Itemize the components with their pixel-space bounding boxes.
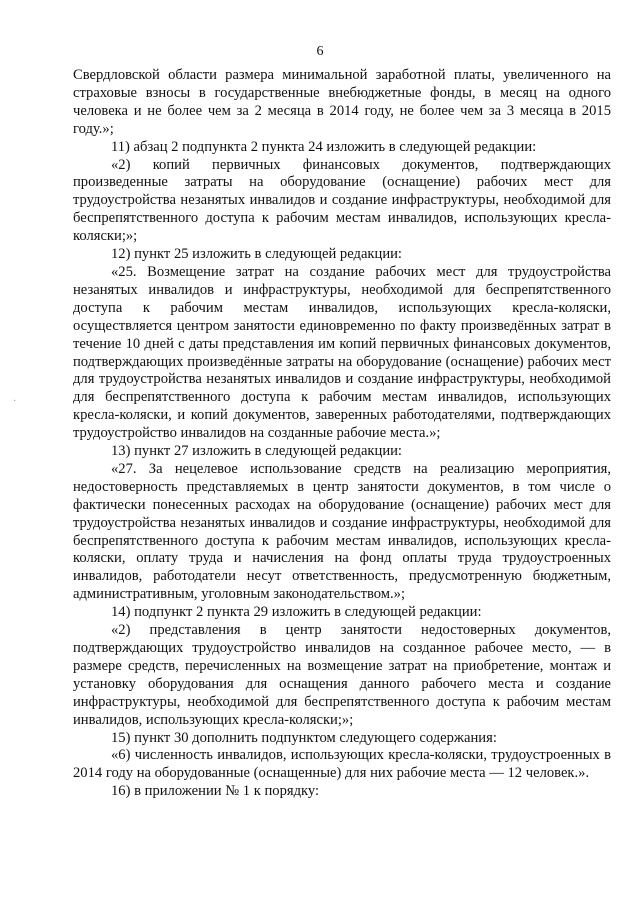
paragraph: 15) пункт 30 дополнить подпунктом следующего содержания: (111, 729, 497, 746)
paragraph: 12) пункт 25 изложить в следующей редакции: (111, 246, 402, 263)
paragraph: «25. Возмещение затрат на создание рабочих мест для трудоустройства незанятых инвалидов и инфраструктуры, необходимой для беспрепятственного доступа к рабочим местам инвалидов, использующих кресла-коляски, осуществляется центром занятости единовременно по факту произведённых затрат в течение 10 дней с даты представления им копий первичных финансовых документов, подтверждающих произведённые затраты на оборудование (оснащение) рабочих мест для трудоустройства незанятых инвалидов и создание инфраструктуры, необходимой для беспрепятственного доступа к рабочим местам инвалидов, использующих кресла-коляски, и копий документов, заверенных работодателями, подтверждающих трудоустройство инвалидов на созданные рабочие места.»; (73, 263, 611, 442)
paragraph: 11) абзац 2 подпункта 2 пункта 24 изложить в следующей редакции: (111, 138, 537, 155)
paragraph: «2) представления в центр занятости недостоверных документов, подтверждающих трудоустройство инвалидов на созданное рабочее место, — в размере средств, перечисленных на возмещение затрат на приобретение, монтаж и установку оборудования для оснащения данного рабочего места и создание инфраструктуры, необходимой для беспрепятственного доступа к рабочим местам инвалидов, использующих кресла-коляски;»; (73, 622, 611, 728)
paragraph: «27. За нецелевое использование средств на реализацию мероприятия, недостоверность представляемых в центр занятости документов, в том числе о фактически понесенных расходах на оборудование (оснащение) рабочих мест для трудоустройства незанятых инвалидов и создание инфраструктуры, необходимой для беспрепятственного доступа к рабочим местам инвалидов, использующих кресла-коляски, оплату труда и начисления на фонд оплаты труда трудоустроенных инвалидов, работодатели несут ответственность, предусмотренную бюджетным, административным, уголовным законодательством.»; (73, 460, 611, 603)
document-body (73, 67, 611, 801)
paragraph: «6) численность инвалидов, использующих кресла-коляски, трудоустроенных в 2014 году на оборудованные (оснащенные) для них рабочие места — 12 человек.». (73, 747, 611, 782)
margin-mark: · (13, 396, 17, 407)
paragraph: 16) в приложении № 1 к порядку: (111, 783, 320, 800)
paragraph: Свердловской области размера минимальной заработной платы, увеличенного на страховые взносы в государственные внебюджетные фонды, в месяц на одного человека и не более чем за 2 месяца в 2014 году, не более чем за 3 месяца в 2015 году.»; (73, 67, 611, 137)
page-number: 6 (316, 44, 324, 59)
paragraph: 14) подпункт 2 пункта 29 изложить в следующей редакции: (111, 604, 482, 621)
paragraph: 13) пункт 27 изложить в следующей редакции: (111, 443, 402, 460)
paragraph: «2) копий первичных финансовых документов, подтверждающих произведенные затраты на оборудование (оснащение) рабочих мест для трудоустройства незанятых инвалидов и создание инфраструктуры, необходимой для беспрепятственного доступа к рабочим местам инвалидов, использующих кресла-коляски;»; (73, 156, 611, 245)
